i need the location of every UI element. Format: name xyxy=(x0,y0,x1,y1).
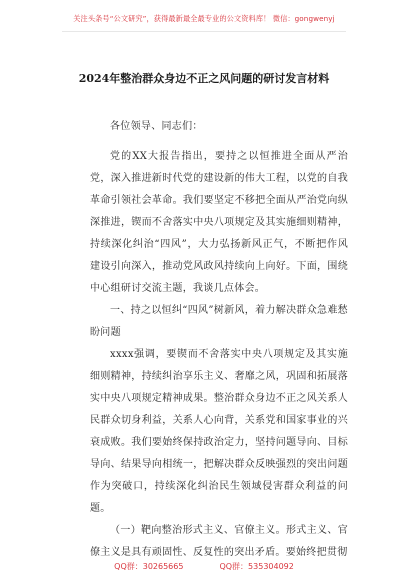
body-paragraph: 党的XX大报告指出，要持之以恒推进全面从严治党，深入推进新时代党的建设新的伟大工程，以党的自我革命引领社会革命。我们要坚定不移把全面从严治党向纵深推进，锲而不舍落实中央八项规定及其实施细则精神，持续深化纠治“四风”，大力弘扬新风正气，不断把作风建设引向深入，推动党风政风持续向上向好。下面，围绕中心组研讨交流主题，我谈几点体会。 xyxy=(90,151,348,294)
header-divider xyxy=(62,31,346,32)
greeting: 各位领导、同志们： xyxy=(110,121,203,132)
header-banner: 关注头条号“公文研究”，获得最新最全最专业的公文资料库！ 微信：gongwenyj xyxy=(73,14,335,23)
body-paragraph: xxxx强调，要锲而不舍落实中央八项规定及其实施细则精神，持续纠治享乐主义、奢靡之风，巩固和拓展落实中央八项规定精神成果。整治群众身边不正之风关系人民群众切身利益，关系人心向背，关系党和国家事业的兴衰成败。我们要始终保持政治定力，坚持问题导向、目标导向、结果导向相统一，把解决群众反映强烈的突出问题作为突破口，持续深化纠治民生领域侵害群众利益的问题。 xyxy=(90,349,348,514)
document-body xyxy=(90,116,348,564)
section-heading: 一、持之以恒纠“四风”树新风，着力解决群众急难愁盼问题 xyxy=(90,305,348,338)
footer-qq-group-2: QQ群：535304092 xyxy=(219,562,294,571)
document-title: 2024年整治群众身边不正之风问题的研讨发言材料 xyxy=(78,72,330,85)
footer xyxy=(0,561,408,572)
footer-qq-group-1: QQ群：30265665 xyxy=(114,562,184,571)
subsection-paragraph: （一）靶向整治形式主义、官僚主义。形式主义、官僚主义是具有顽固性、反复性的突出矛盾。要始终把贯彻 xyxy=(90,525,348,558)
